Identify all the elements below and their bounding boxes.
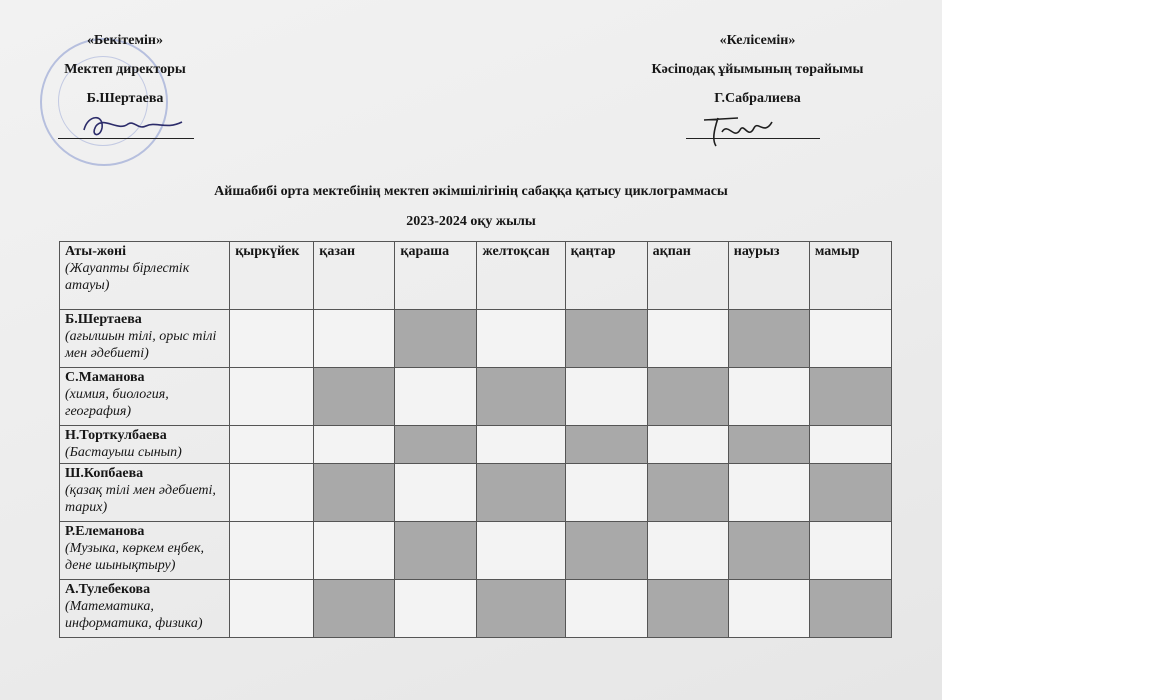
empty-month-cell [728,368,809,426]
director-signature [78,108,188,144]
teacher-name: Б.Шертаева [65,312,142,327]
name-header-sublabel: (Жауапты бірлестік атауы) [65,261,190,293]
scheduled-visit-cell [477,580,565,638]
scheduled-visit-cell [565,522,647,580]
empty-month-cell [565,464,647,522]
scheduled-visit-cell [728,426,809,464]
scheduled-visit-cell [809,368,891,426]
table-row [60,368,892,426]
month-header: қыркүйек [230,242,314,310]
agreement-position: Кәсіподақ ұйымының төрайымы [651,62,864,77]
month-header: ақпан [647,242,728,310]
empty-month-cell [647,522,728,580]
union-chair-signature [698,110,778,150]
agreement-heading: «Келісемін» [719,33,796,48]
teacher-name: С.Маманова [65,370,145,385]
table-row [60,580,892,638]
empty-month-cell [647,426,728,464]
empty-month-cell [230,580,314,638]
empty-month-cell [647,310,728,368]
teacher-cell [60,580,230,638]
empty-month-cell [314,310,395,368]
month-header: қазан [314,242,395,310]
agreement-name: Г.Сабралиева [714,91,801,106]
name-header-label: Аты-жөні [65,244,126,259]
teacher-cell [60,310,230,368]
teacher-subject: (Бастауыш сынып) [65,445,182,460]
teacher-cell [60,464,230,522]
teacher-name: Р.Елеманова [65,524,145,539]
empty-month-cell [477,310,565,368]
scheduled-visit-cell [395,522,477,580]
teacher-subject: (химия, биология, география) [65,387,169,419]
table-row [60,522,892,580]
empty-month-cell [809,310,891,368]
approval-heading: «Бекітемін» [86,33,163,48]
empty-month-cell [728,580,809,638]
month-header: қараша [395,242,477,310]
teacher-cell [60,426,230,464]
scheduled-visit-cell [314,580,395,638]
academic-year: 2023-2024 оқу жылы [406,214,536,229]
teacher-name: Ш.Копбаева [65,466,144,481]
empty-month-cell [230,522,314,580]
month-header: наурыз [728,242,809,310]
teacher-subject: (ағылшын тілі, орыс тілі мен әдебиеті) [65,329,217,361]
teacher-cell [60,368,230,426]
scheduled-visit-cell [395,426,477,464]
scheduled-visit-cell [647,580,728,638]
scheduled-visit-cell [314,368,395,426]
table-header-row [60,242,892,310]
approval-block-left [50,26,200,113]
teacher-name: А.Тулебекова [65,582,151,597]
empty-month-cell [477,426,565,464]
month-header: мамыр [809,242,891,310]
teacher-subject: (Музыка, көркем еңбек, дене шынықтыру) [65,541,205,573]
table-row [60,426,892,464]
table-row [60,464,892,522]
approval-name: Б.Шертаева [86,91,164,106]
empty-month-cell [230,368,314,426]
scheduled-visit-cell [728,310,809,368]
attendance-cyclogram-table [59,241,892,638]
scheduled-visit-cell [565,426,647,464]
month-header: қаңтар [565,242,647,310]
empty-month-cell [809,426,891,464]
empty-month-cell [809,522,891,580]
agreement-block-right [625,26,890,113]
empty-month-cell [314,426,395,464]
scheduled-visit-cell [477,464,565,522]
empty-month-cell [565,580,647,638]
document-title: Айшабибі орта мектебінің мектеп әкімшілігінің сабаққа қатысу циклограммасы [214,184,728,199]
empty-month-cell [477,522,565,580]
scheduled-visit-cell [809,580,891,638]
teacher-subject: (Математика, информатика, физика) [65,599,203,631]
table-row [60,310,892,368]
teacher-subject: (қазақ тілі мен әдебиеті, тарих) [65,483,216,515]
name-column-header [60,242,230,310]
scheduled-visit-cell [395,310,477,368]
scheduled-visit-cell [809,464,891,522]
empty-month-cell [395,464,477,522]
empty-month-cell [314,522,395,580]
scheduled-visit-cell [477,368,565,426]
empty-month-cell [565,368,647,426]
teacher-name: Н.Торткулбаева [65,428,167,443]
approval-position: Мектеп директоры [64,62,186,77]
empty-month-cell [728,464,809,522]
empty-month-cell [230,426,314,464]
scheduled-visit-cell [728,522,809,580]
empty-month-cell [395,580,477,638]
month-header: желтоқсан [477,242,565,310]
scheduled-visit-cell [314,464,395,522]
scheduled-visit-cell [647,368,728,426]
scheduled-visit-cell [565,310,647,368]
empty-month-cell [230,464,314,522]
empty-month-cell [230,310,314,368]
empty-month-cell [395,368,477,426]
scheduled-visit-cell [647,464,728,522]
teacher-cell [60,522,230,580]
